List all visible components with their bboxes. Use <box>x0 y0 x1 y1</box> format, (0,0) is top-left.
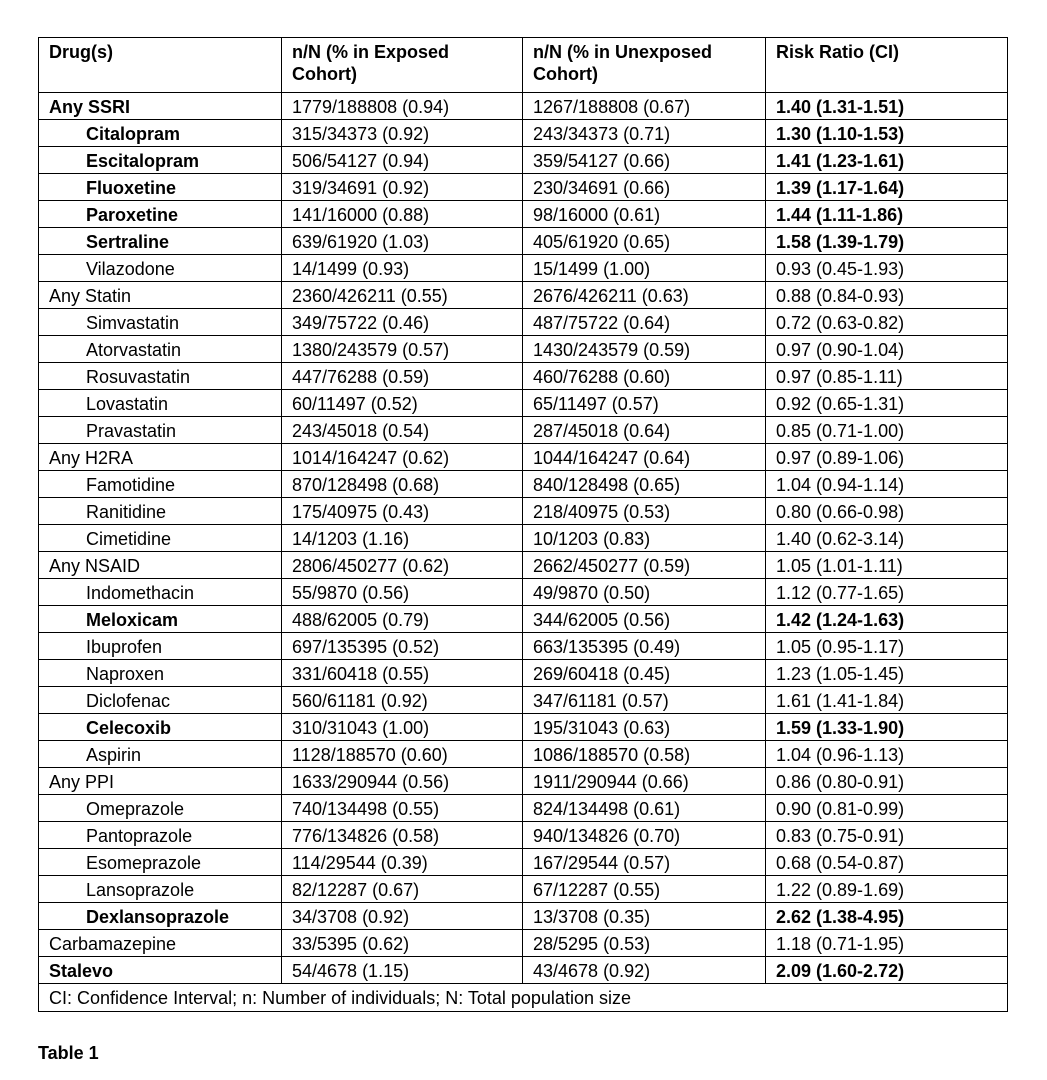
risk-ratio-cell: 1.23 (1.05-1.45) <box>766 660 1008 687</box>
unexposed-count-cell: 230/34691 (0.66) <box>523 174 766 201</box>
table-row <box>39 741 1008 768</box>
exposed-count-cell: 175/40975 (0.43) <box>282 498 523 525</box>
unexposed-count-cell: 940/134826 (0.70) <box>523 822 766 849</box>
table-row <box>39 768 1008 795</box>
table-row <box>39 525 1008 552</box>
drug-name-cell: Indomethacin <box>39 579 282 606</box>
unexposed-count-cell: 2662/450277 (0.59) <box>523 552 766 579</box>
drug-name-cell: Stalevo <box>39 957 282 984</box>
unexposed-count-cell: 359/54127 (0.66) <box>523 147 766 174</box>
exposed-count-cell: 114/29544 (0.39) <box>282 849 523 876</box>
header-drugs: Drug(s) <box>39 38 282 93</box>
unexposed-count-cell: 67/12287 (0.55) <box>523 876 766 903</box>
risk-ratio-cell: 0.85 (0.71-1.00) <box>766 417 1008 444</box>
table-row <box>39 147 1008 174</box>
risk-ratio-cell: 0.88 (0.84-0.93) <box>766 282 1008 309</box>
header-exposed-cohort: n/N (% in Exposed Cohort) <box>282 38 523 93</box>
table-row <box>39 174 1008 201</box>
unexposed-count-cell: 167/29544 (0.57) <box>523 849 766 876</box>
unexposed-count-cell: 824/134498 (0.61) <box>523 795 766 822</box>
table-row <box>39 93 1008 120</box>
exposed-count-cell: 14/1499 (0.93) <box>282 255 523 282</box>
table-row <box>39 606 1008 633</box>
unexposed-count-cell: 287/45018 (0.64) <box>523 417 766 444</box>
risk-ratio-cell: 1.30 (1.10-1.53) <box>766 120 1008 147</box>
drug-name-cell: Cimetidine <box>39 525 282 552</box>
drug-name-cell: Any SSRI <box>39 93 282 120</box>
unexposed-count-cell: 840/128498 (0.65) <box>523 471 766 498</box>
table-row <box>39 390 1008 417</box>
table-row <box>39 579 1008 606</box>
unexposed-count-cell: 1086/188570 (0.58) <box>523 741 766 768</box>
exposed-count-cell: 310/31043 (1.00) <box>282 714 523 741</box>
drug-name-cell: Aspirin <box>39 741 282 768</box>
drug-name-cell: Lansoprazole <box>39 876 282 903</box>
unexposed-count-cell: 49/9870 (0.50) <box>523 579 766 606</box>
drug-name-cell: Atorvastatin <box>39 336 282 363</box>
risk-ratio-cell: 0.68 (0.54-0.87) <box>766 849 1008 876</box>
unexposed-count-cell: 1044/164247 (0.64) <box>523 444 766 471</box>
risk-ratio-cell: 2.09 (1.60-2.72) <box>766 957 1008 984</box>
drug-name-cell: Omeprazole <box>39 795 282 822</box>
unexposed-count-cell: 344/62005 (0.56) <box>523 606 766 633</box>
table-row <box>39 309 1008 336</box>
table-body <box>39 93 1008 984</box>
table-row <box>39 795 1008 822</box>
table-row <box>39 201 1008 228</box>
header-unexposed-cohort: n/N (% in Unexposed Cohort) <box>523 38 766 93</box>
footnote-row <box>39 984 1008 1012</box>
unexposed-count-cell: 1430/243579 (0.59) <box>523 336 766 363</box>
table-row <box>39 714 1008 741</box>
exposed-count-cell: 2806/450277 (0.62) <box>282 552 523 579</box>
table-row <box>39 228 1008 255</box>
risk-ratio-cell: 0.72 (0.63-0.82) <box>766 309 1008 336</box>
drug-name-cell: Fluoxetine <box>39 174 282 201</box>
drug-name-cell: Ibuprofen <box>39 633 282 660</box>
risk-ratio-cell: 1.40 (1.31-1.51) <box>766 93 1008 120</box>
exposed-count-cell: 740/134498 (0.55) <box>282 795 523 822</box>
drug-name-cell: Meloxicam <box>39 606 282 633</box>
risk-ratio-cell: 1.22 (0.89-1.69) <box>766 876 1008 903</box>
exposed-count-cell: 2360/426211 (0.55) <box>282 282 523 309</box>
risk-ratio-cell: 2.62 (1.38-4.95) <box>766 903 1008 930</box>
exposed-count-cell: 54/4678 (1.15) <box>282 957 523 984</box>
risk-ratio-cell: 1.44 (1.11-1.86) <box>766 201 1008 228</box>
unexposed-count-cell: 195/31043 (0.63) <box>523 714 766 741</box>
risk-ratio-cell: 1.18 (0.71-1.95) <box>766 930 1008 957</box>
unexposed-count-cell: 1267/188808 (0.67) <box>523 93 766 120</box>
risk-ratio-cell: 1.59 (1.33-1.90) <box>766 714 1008 741</box>
unexposed-count-cell: 2676/426211 (0.63) <box>523 282 766 309</box>
exposed-count-cell: 33/5395 (0.62) <box>282 930 523 957</box>
unexposed-count-cell: 10/1203 (0.83) <box>523 525 766 552</box>
risk-ratio-cell: 0.97 (0.85-1.11) <box>766 363 1008 390</box>
drug-risk-table <box>38 37 1008 1012</box>
risk-ratio-cell: 1.58 (1.39-1.79) <box>766 228 1008 255</box>
risk-ratio-cell: 0.92 (0.65-1.31) <box>766 390 1008 417</box>
table-row <box>39 876 1008 903</box>
exposed-count-cell: 697/135395 (0.52) <box>282 633 523 660</box>
risk-ratio-cell: 0.80 (0.66-0.98) <box>766 498 1008 525</box>
risk-ratio-cell: 1.04 (0.94-1.14) <box>766 471 1008 498</box>
risk-ratio-cell: 0.97 (0.90-1.04) <box>766 336 1008 363</box>
table-row <box>39 552 1008 579</box>
drug-name-cell: Paroxetine <box>39 201 282 228</box>
table-row <box>39 471 1008 498</box>
exposed-count-cell: 82/12287 (0.67) <box>282 876 523 903</box>
drug-name-cell: Vilazodone <box>39 255 282 282</box>
risk-ratio-cell: 1.05 (1.01-1.11) <box>766 552 1008 579</box>
exposed-count-cell: 319/34691 (0.92) <box>282 174 523 201</box>
drug-name-cell: Rosuvastatin <box>39 363 282 390</box>
drug-name-cell: Dexlansoprazole <box>39 903 282 930</box>
exposed-count-cell: 1014/164247 (0.62) <box>282 444 523 471</box>
unexposed-count-cell: 243/34373 (0.71) <box>523 120 766 147</box>
exposed-count-cell: 560/61181 (0.92) <box>282 687 523 714</box>
exposed-count-cell: 1633/290944 (0.56) <box>282 768 523 795</box>
exposed-count-cell: 60/11497 (0.52) <box>282 390 523 417</box>
risk-ratio-cell: 0.97 (0.89-1.06) <box>766 444 1008 471</box>
exposed-count-cell: 34/3708 (0.92) <box>282 903 523 930</box>
drug-name-cell: Sertraline <box>39 228 282 255</box>
unexposed-count-cell: 218/40975 (0.53) <box>523 498 766 525</box>
exposed-count-cell: 776/134826 (0.58) <box>282 822 523 849</box>
exposed-count-cell: 870/128498 (0.68) <box>282 471 523 498</box>
risk-ratio-cell: 0.90 (0.81-0.99) <box>766 795 1008 822</box>
exposed-count-cell: 488/62005 (0.79) <box>282 606 523 633</box>
table-row <box>39 957 1008 984</box>
table-caption: Table 1 <box>38 1043 99 1063</box>
exposed-count-cell: 447/76288 (0.59) <box>282 363 523 390</box>
risk-ratio-cell: 1.05 (0.95-1.17) <box>766 633 1008 660</box>
exposed-count-cell: 1128/188570 (0.60) <box>282 741 523 768</box>
exposed-count-cell: 315/34373 (0.92) <box>282 120 523 147</box>
table-row <box>39 687 1008 714</box>
risk-ratio-cell: 1.12 (0.77-1.65) <box>766 579 1008 606</box>
drug-name-cell: Pravastatin <box>39 417 282 444</box>
unexposed-count-cell: 405/61920 (0.65) <box>523 228 766 255</box>
drug-name-cell: Any Statin <box>39 282 282 309</box>
table-row <box>39 363 1008 390</box>
risk-ratio-cell: 1.41 (1.23-1.61) <box>766 147 1008 174</box>
risk-ratio-cell: 1.42 (1.24-1.63) <box>766 606 1008 633</box>
table-row <box>39 822 1008 849</box>
unexposed-count-cell: 663/135395 (0.49) <box>523 633 766 660</box>
drug-name-cell: Esomeprazole <box>39 849 282 876</box>
drug-name-cell: Citalopram <box>39 120 282 147</box>
risk-ratio-cell: 0.86 (0.80-0.91) <box>766 768 1008 795</box>
table-row <box>39 633 1008 660</box>
drug-name-cell: Simvastatin <box>39 309 282 336</box>
unexposed-count-cell: 347/61181 (0.57) <box>523 687 766 714</box>
drug-name-cell: Diclofenac <box>39 687 282 714</box>
risk-ratio-cell: 1.40 (0.62-3.14) <box>766 525 1008 552</box>
drug-name-cell: Famotidine <box>39 471 282 498</box>
drug-name-cell: Any H2RA <box>39 444 282 471</box>
unexposed-count-cell: 1911/290944 (0.66) <box>523 768 766 795</box>
unexposed-count-cell: 15/1499 (1.00) <box>523 255 766 282</box>
exposed-count-cell: 639/61920 (1.03) <box>282 228 523 255</box>
drug-name-cell: Any NSAID <box>39 552 282 579</box>
exposed-count-cell: 331/60418 (0.55) <box>282 660 523 687</box>
table-row <box>39 417 1008 444</box>
exposed-count-cell: 1779/188808 (0.94) <box>282 93 523 120</box>
table-row <box>39 930 1008 957</box>
table-row <box>39 282 1008 309</box>
drug-name-cell: Celecoxib <box>39 714 282 741</box>
table-footnote: CI: Confidence Interval; n: Number of individuals; N: Total population size <box>39 984 1008 1012</box>
unexposed-count-cell: 28/5295 (0.53) <box>523 930 766 957</box>
table-header-row <box>39 38 1008 93</box>
table-row <box>39 849 1008 876</box>
table-row <box>39 255 1008 282</box>
drug-name-cell: Carbamazepine <box>39 930 282 957</box>
risk-ratio-cell: 0.83 (0.75-0.91) <box>766 822 1008 849</box>
risk-ratio-cell: 0.93 (0.45-1.93) <box>766 255 1008 282</box>
risk-ratio-cell: 1.04 (0.96-1.13) <box>766 741 1008 768</box>
exposed-count-cell: 55/9870 (0.56) <box>282 579 523 606</box>
unexposed-count-cell: 13/3708 (0.35) <box>523 903 766 930</box>
unexposed-count-cell: 487/75722 (0.64) <box>523 309 766 336</box>
risk-ratio-cell: 1.39 (1.17-1.64) <box>766 174 1008 201</box>
exposed-count-cell: 506/54127 (0.94) <box>282 147 523 174</box>
exposed-count-cell: 141/16000 (0.88) <box>282 201 523 228</box>
unexposed-count-cell: 98/16000 (0.61) <box>523 201 766 228</box>
drug-name-cell: Ranitidine <box>39 498 282 525</box>
exposed-count-cell: 1380/243579 (0.57) <box>282 336 523 363</box>
table-row <box>39 336 1008 363</box>
unexposed-count-cell: 65/11497 (0.57) <box>523 390 766 417</box>
drug-name-cell: Lovastatin <box>39 390 282 417</box>
drug-name-cell: Naproxen <box>39 660 282 687</box>
unexposed-count-cell: 269/60418 (0.45) <box>523 660 766 687</box>
header-risk-ratio: Risk Ratio (CI) <box>766 38 1008 93</box>
unexposed-count-cell: 43/4678 (0.92) <box>523 957 766 984</box>
exposed-count-cell: 349/75722 (0.46) <box>282 309 523 336</box>
risk-ratio-cell: 1.61 (1.41-1.84) <box>766 687 1008 714</box>
unexposed-count-cell: 460/76288 (0.60) <box>523 363 766 390</box>
table-row <box>39 444 1008 471</box>
drug-name-cell: Pantoprazole <box>39 822 282 849</box>
table-row <box>39 120 1008 147</box>
table-row <box>39 498 1008 525</box>
drug-name-cell: Any PPI <box>39 768 282 795</box>
exposed-count-cell: 14/1203 (1.16) <box>282 525 523 552</box>
drug-name-cell: Escitalopram <box>39 147 282 174</box>
table-row <box>39 903 1008 930</box>
table-row <box>39 660 1008 687</box>
exposed-count-cell: 243/45018 (0.54) <box>282 417 523 444</box>
